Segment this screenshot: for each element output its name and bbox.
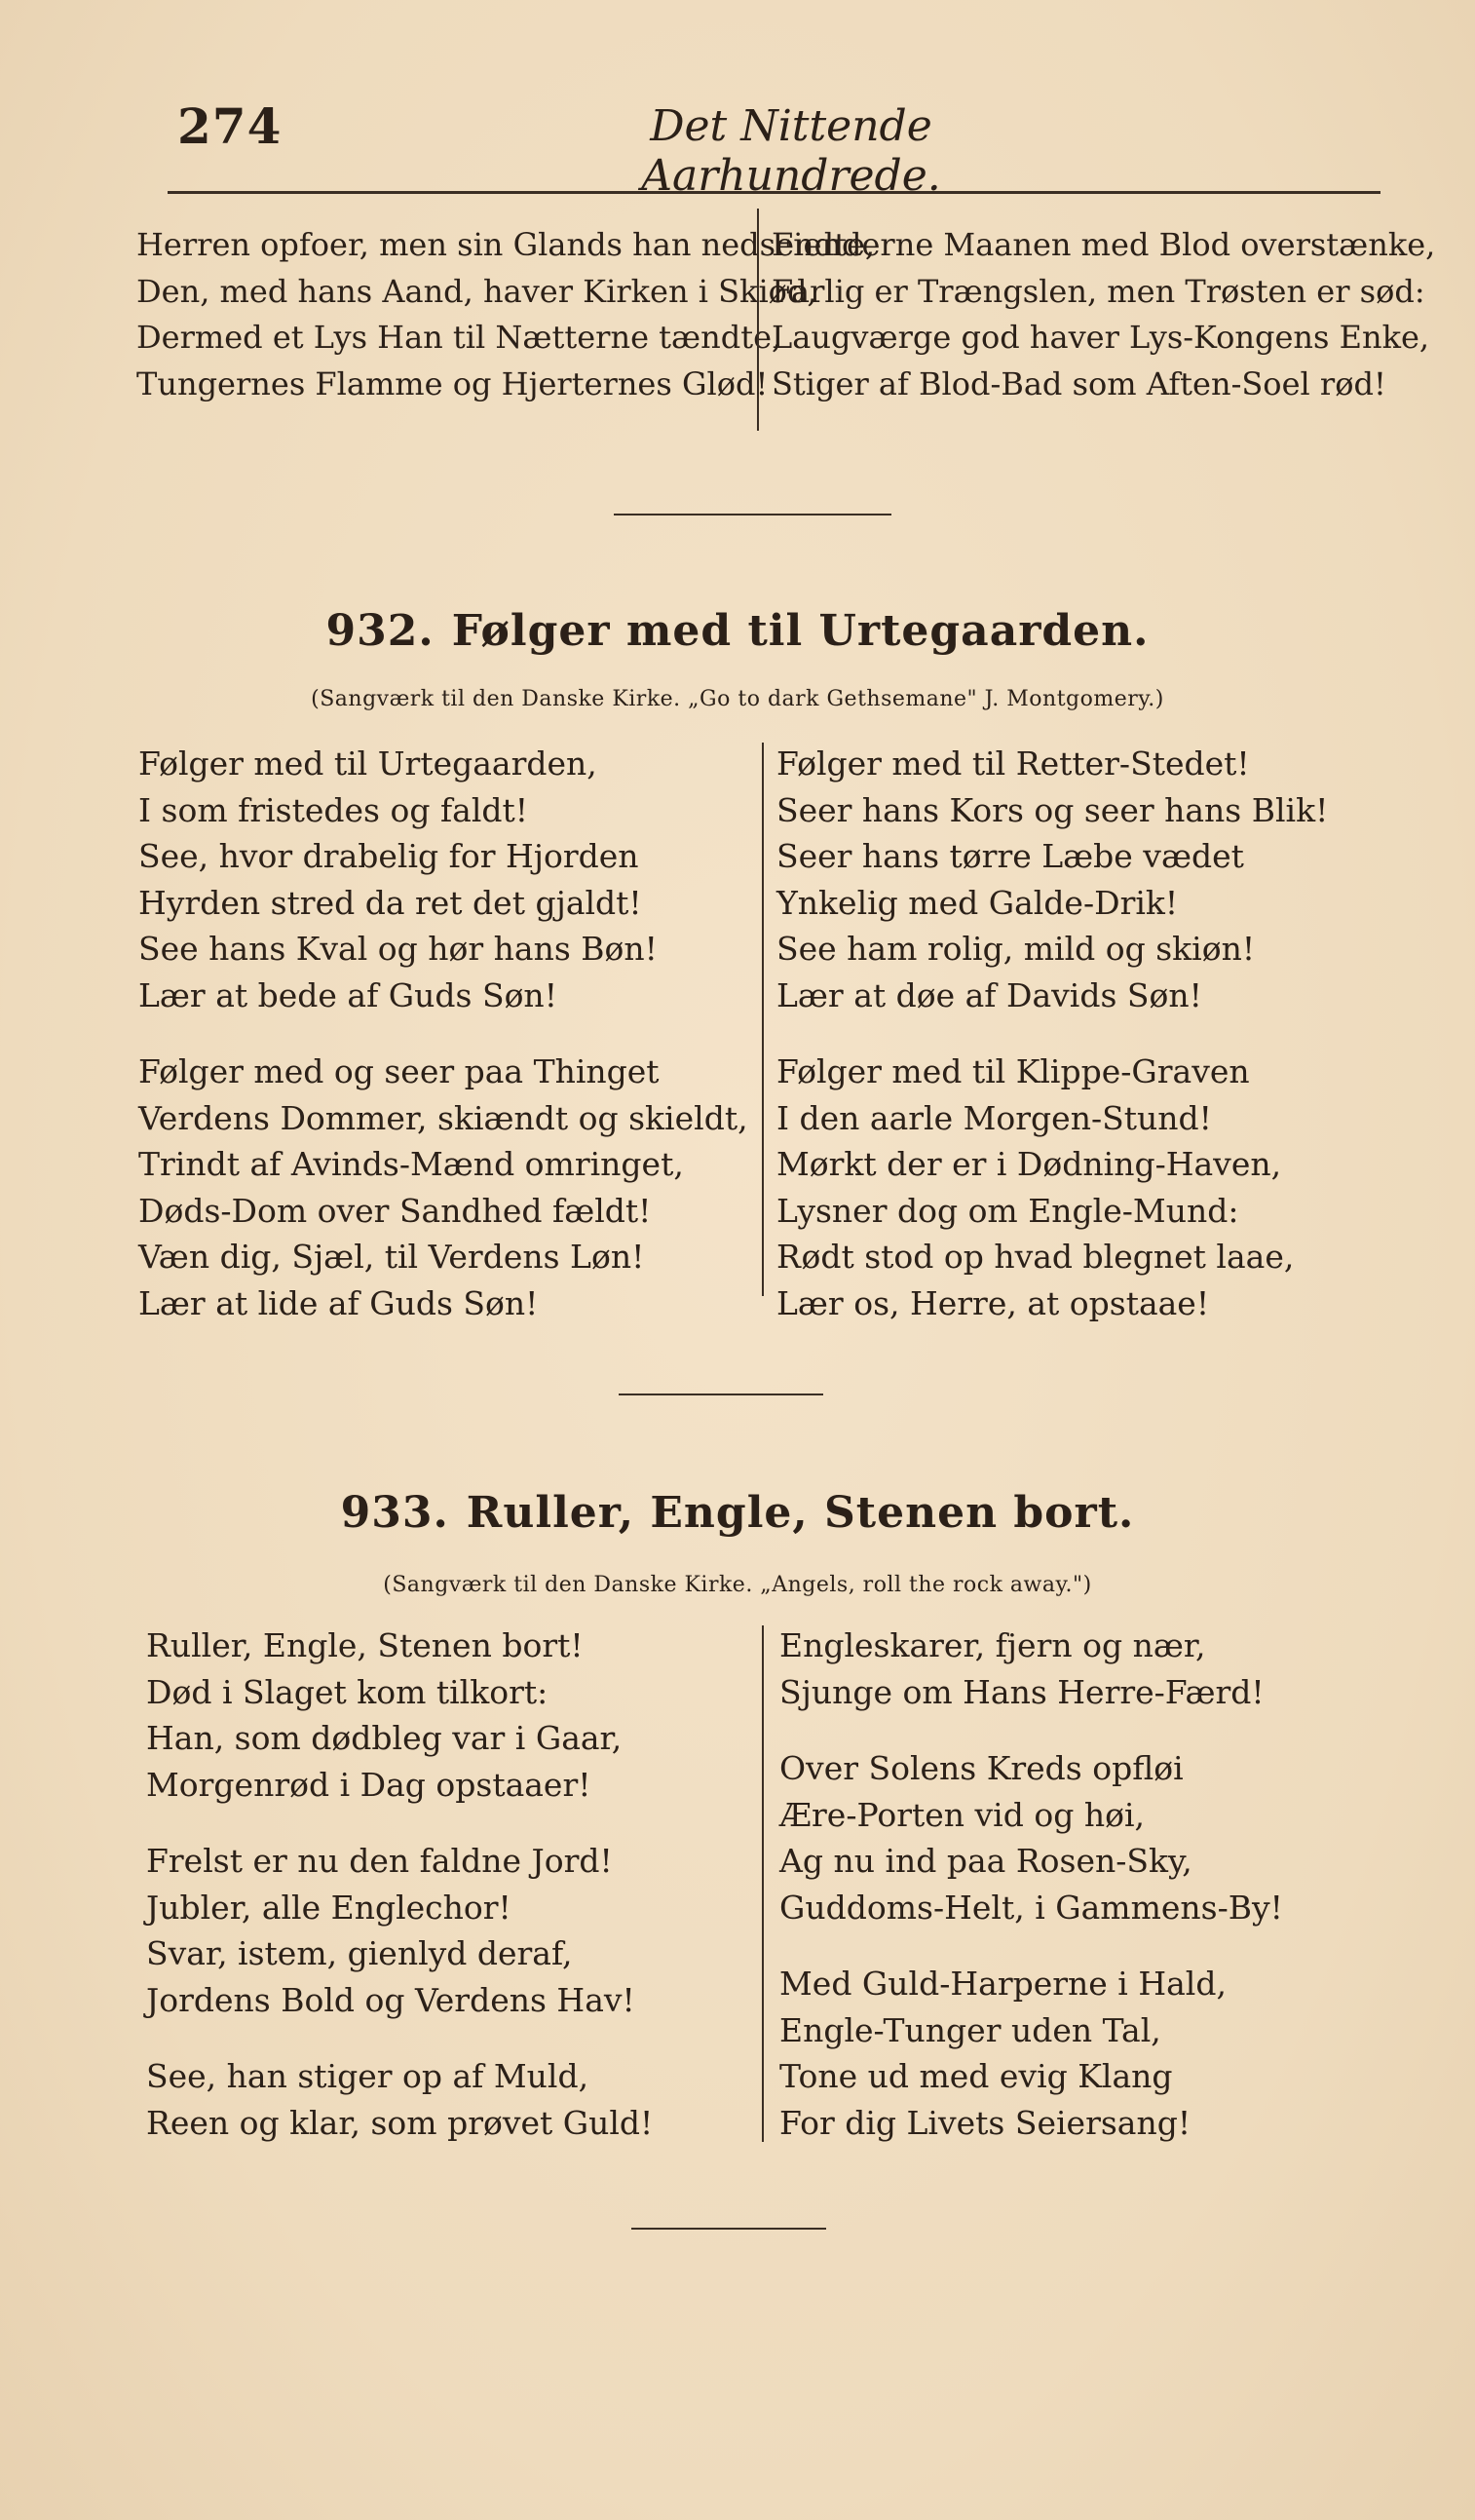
column-divider — [762, 743, 764, 1296]
hymn-number: 932. — [325, 606, 435, 656]
verse-line: Med Guld-Harperne i Hald, — [779, 1965, 1227, 2003]
hymn-932-left-column — [138, 741, 748, 1326]
verse-line: Ynkelig med Galde-Drik! — [776, 883, 1179, 922]
column-divider — [762, 1625, 764, 2142]
hymn-932-right-column — [776, 741, 1328, 1326]
verse-line: Ag nu ind paa Rosen-Sky, — [779, 1842, 1192, 1880]
verse-line: Herren opfoer, men sin Glands han nedsendte, — [136, 226, 876, 263]
verse-line: Over Solens Kreds opfløi — [779, 1749, 1184, 1787]
verse-line: Lær os, Herre, at opstaae! — [776, 1283, 1210, 1322]
verse-line: Frelst er nu den faldne Jord! — [146, 1842, 613, 1880]
verse-line: Lysner dog om Engle-Mund: — [776, 1191, 1239, 1230]
verse-line: Mørkt der er i Dødning-Haven, — [776, 1145, 1282, 1183]
verse-line: Følger med og seer paa Thinget — [138, 1052, 660, 1090]
section-separator — [619, 1394, 823, 1395]
verse-line: Reen og klar, som prøvet Guld! — [146, 2103, 654, 2142]
verse-line: For dig Livets Seiersang! — [779, 2103, 1191, 2142]
hymn-title-text: Ruller, Engle, Stenen bort. — [466, 1488, 1135, 1538]
verse-line: Laugværge god haver Lys-Kongens Enke, — [772, 319, 1430, 356]
verse-line: Død i Slaget kom tilkort: — [146, 1672, 548, 1711]
verse-line: Tone ud med evig Klang — [779, 2057, 1173, 2095]
verse-line: Farlig er Trængslen, men Trøsten er sød: — [772, 272, 1425, 310]
hymn-number: 933. — [340, 1488, 449, 1538]
verse-line: Seer hans tørre Læbe vædet — [776, 837, 1244, 875]
continuation-right-column — [772, 222, 1435, 407]
verse-line: Ruller, Engle, Stenen bort! — [146, 1626, 584, 1664]
verse-line: Følger med til Urtegaarden, — [138, 745, 597, 783]
verse-line: Lær at døe af Davids Søn! — [776, 975, 1202, 1014]
verse-line: See ham rolig, mild og skiøn! — [776, 930, 1256, 968]
verse-line: Jubler, alle Englechor! — [146, 1888, 511, 1927]
hymn-932-subtitle: (Sangværk til den Danske Kirke. „Go to dark Gethsemane" J. Montgomery.) — [311, 687, 1164, 711]
column-divider — [757, 209, 759, 431]
verse-line: Trindt af Avinds-Mænd omringet, — [138, 1145, 684, 1183]
verse-line: Lær at lide af Guds Søn! — [138, 1283, 539, 1322]
hymn-933-title — [0, 1488, 1475, 1538]
hymn-933-right-column — [779, 1623, 1283, 2146]
verse-line: Jordens Bold og Verdens Hav! — [146, 1980, 635, 2019]
verse-line: Engle-Tunger uden Tal, — [779, 2010, 1161, 2049]
verse-line: See, hvor drabelig for Hjorden — [138, 837, 639, 875]
verse-line: Dermed et Lys Han til Nætterne tændte, — [136, 319, 782, 356]
verse-line: Seer hans Kors og seer hans Blik! — [776, 790, 1329, 829]
header-rule — [168, 191, 1380, 194]
continuation-left-column — [136, 222, 875, 407]
hymn-933-subtitle: (Sangværk til den Danske Kirke. „Angels, roll the rock away.") — [383, 1573, 1092, 1597]
verse-line: Følger med til Klippe-Graven — [776, 1052, 1250, 1090]
verse-line: See, han stiger op af Muld, — [146, 2057, 589, 2095]
verse-line: Svar, istem, gienlyd deraf, — [146, 1934, 573, 1972]
verse-line: Væn dig, Sjæl, til Verdens Løn! — [138, 1238, 645, 1276]
verse-line: Rødt stod op hvad blegnet laae, — [776, 1238, 1295, 1276]
verse-line: Fienderne Maanen med Blod overstænke, — [772, 226, 1436, 263]
verse-line: Tungernes Flamme og Hjerternes Glød! — [136, 364, 769, 402]
verse-line: Følger med til Retter-Stedet! — [776, 745, 1250, 783]
verse-line: Stiger af Blod-Bad som Aften-Soel rød! — [772, 364, 1386, 402]
verse-line: I som fristedes og faldt! — [138, 790, 529, 829]
verse-line: Sjunge om Hans Herre-Færd! — [779, 1672, 1265, 1711]
hymn-933-left-column — [146, 1623, 653, 2146]
hymn-932-title — [0, 606, 1475, 656]
verse-line: Døds-Dom over Sandhed fældt! — [138, 1191, 652, 1230]
verse-line: Den, med hans Aand, haver Kirken i Skiød, — [136, 272, 817, 310]
section-separator — [631, 2228, 826, 2230]
verse-line: Hyrden stred da ret det gjaldt! — [138, 883, 642, 922]
verse-line: Engleskarer, fjern og nær, — [779, 1626, 1206, 1664]
verse-line: See hans Kval og hør hans Bøn! — [138, 930, 658, 968]
verse-line: Han, som dødbleg var i Gaar, — [146, 1719, 623, 1757]
page-number: 274 — [177, 97, 283, 155]
verse-line: Verdens Dommer, skiændt og skieldt, — [138, 1098, 748, 1137]
verse-line: Lær at bede af Guds Søn! — [138, 975, 557, 1014]
verse-line: Morgenrød i Dag opstaaer! — [146, 1765, 591, 1804]
section-separator — [614, 514, 891, 515]
hymn-title-text: Følger med til Urtegaarden. — [451, 606, 1150, 656]
page-header — [168, 97, 1380, 201]
running-title: Det Nittende Aarhundrede. — [641, 101, 941, 201]
verse-line: I den aarle Morgen-Stund! — [776, 1098, 1212, 1137]
verse-line: Ære-Porten vid og høi, — [779, 1795, 1145, 1834]
verse-line: Guddoms-Helt, i Gammens-By! — [779, 1888, 1283, 1927]
